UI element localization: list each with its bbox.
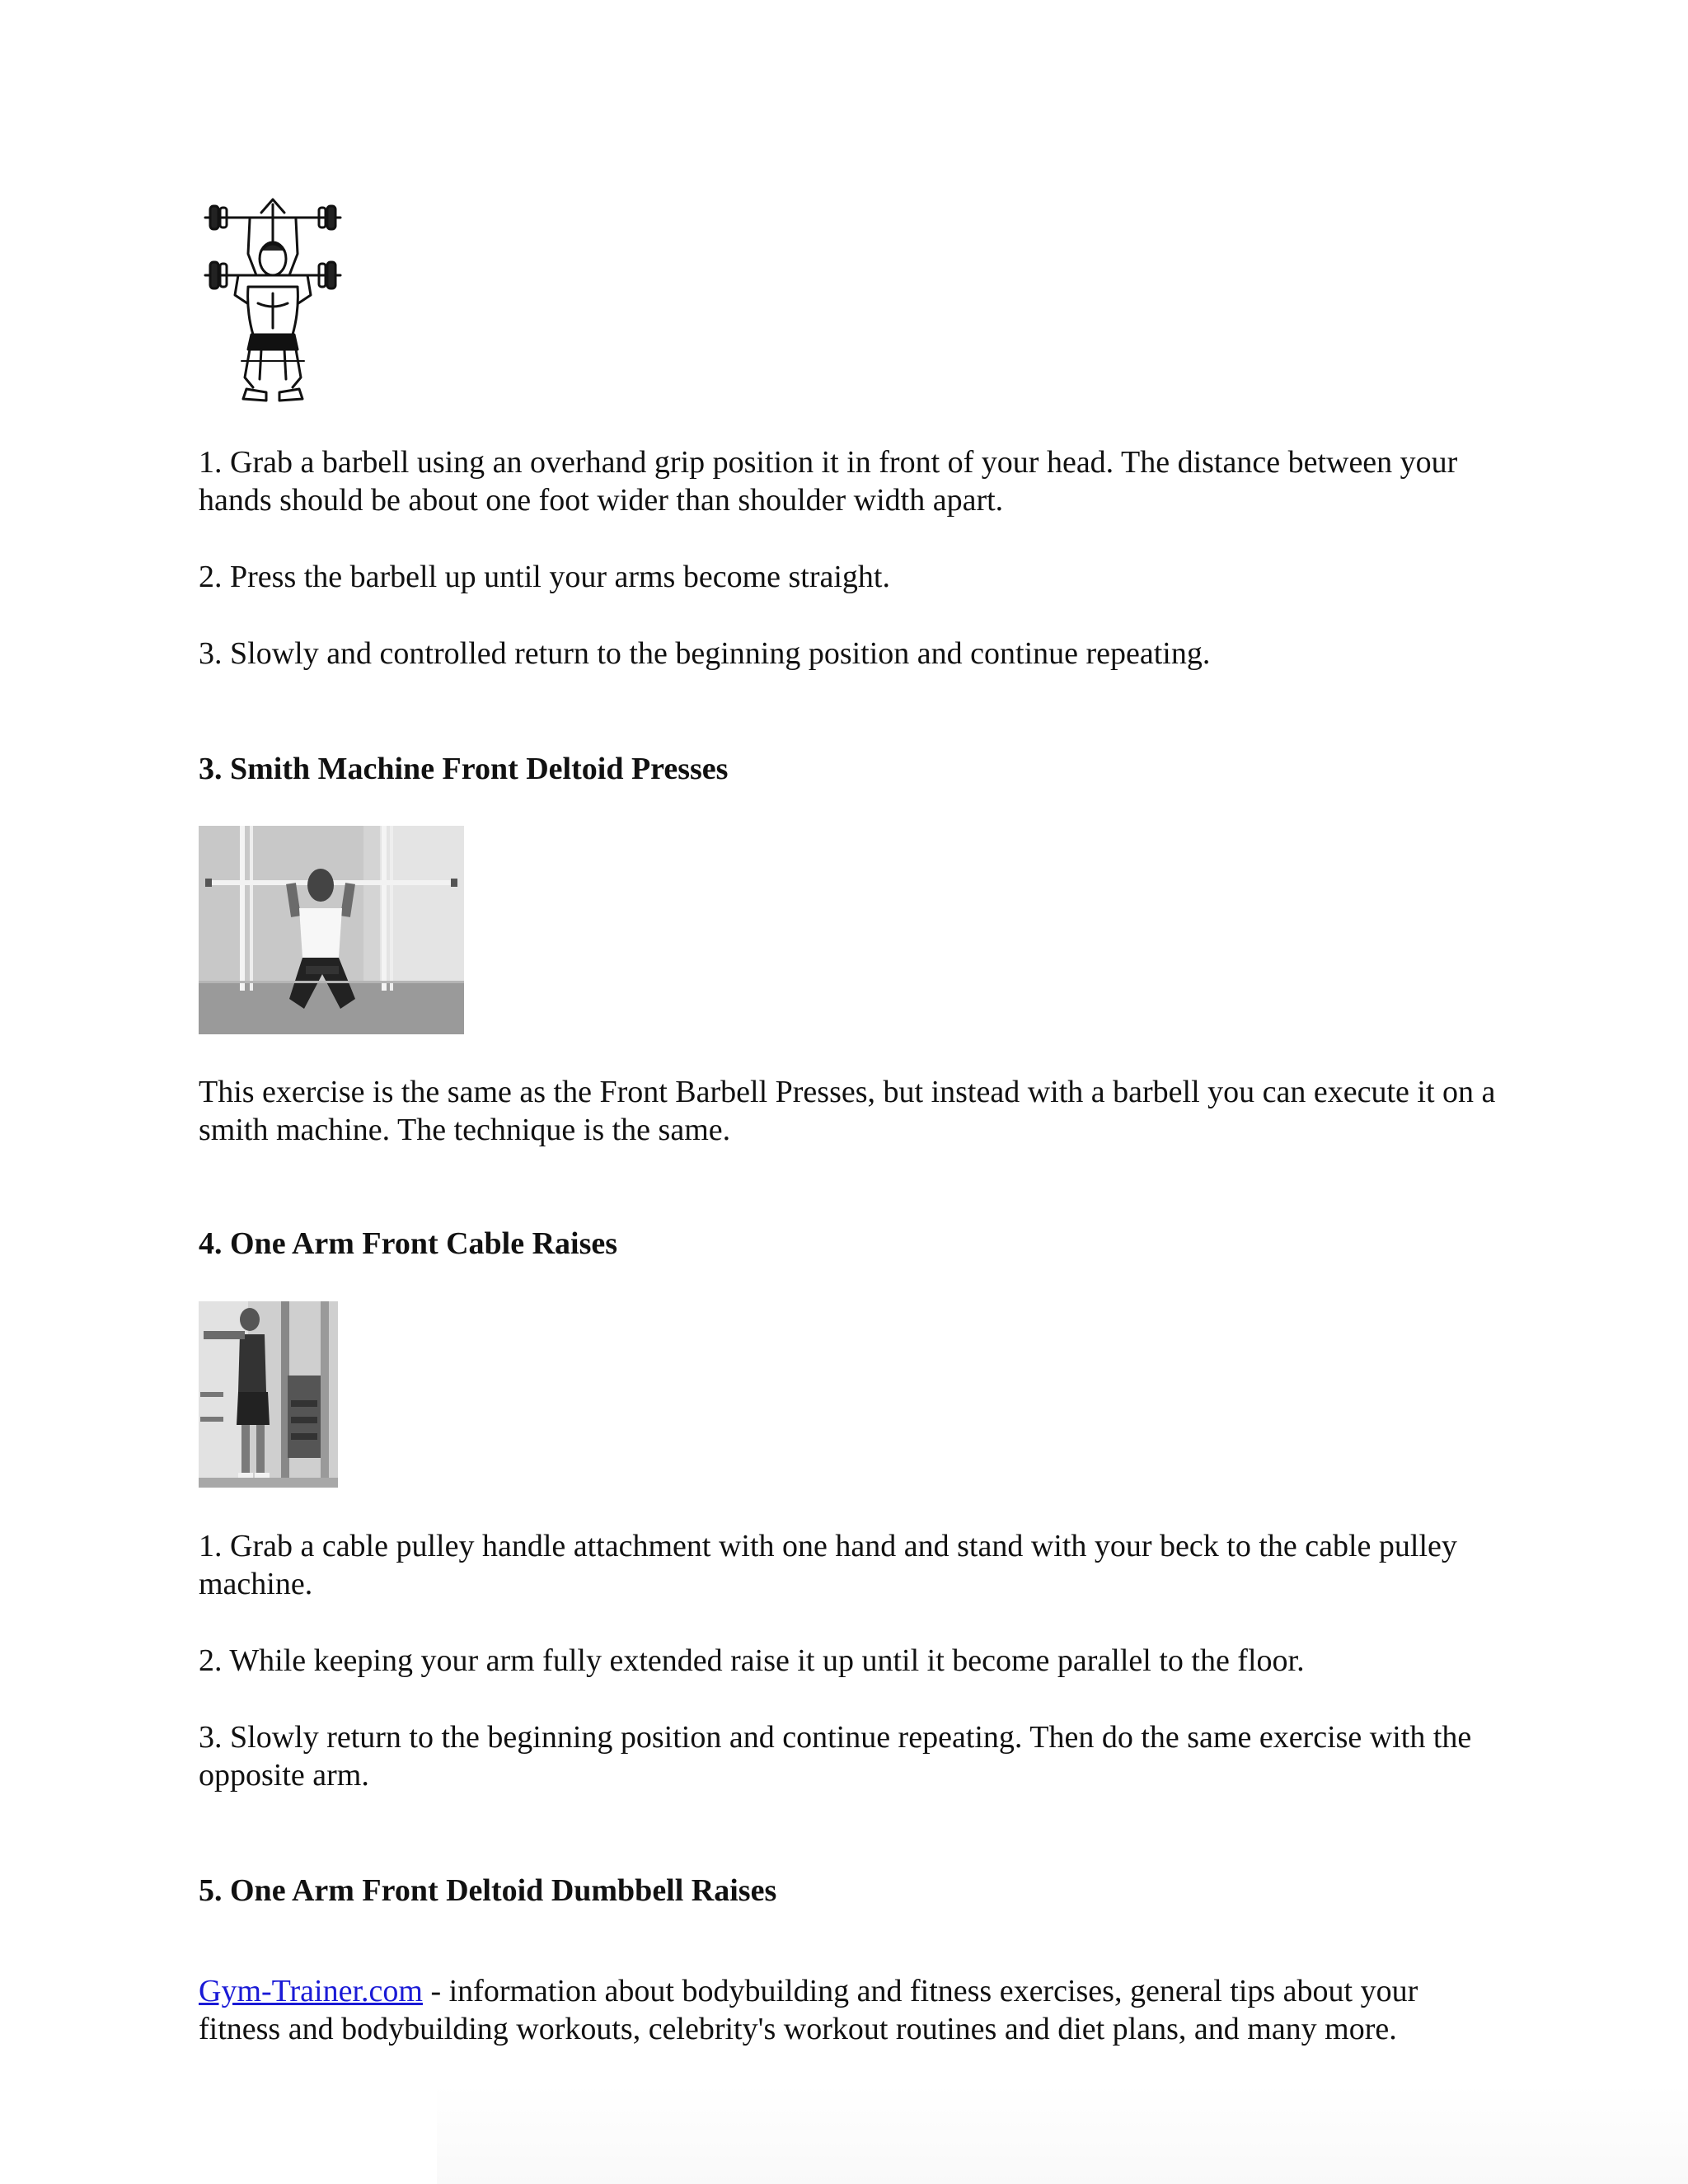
footer-text: - information about bodybuilding and fitness exercises, general tips about your fitness and bodybuilding workouts, celebrity's workout routines and diet plans, and many more.: [199, 1974, 1418, 2046]
dumbbell-section-heading: 5. One Arm Front Deltoid Dumbbell Raises: [199, 1873, 777, 1908]
cable-section-heading: 4. One Arm Front Cable Raises: [199, 1226, 618, 1261]
barbell-step-3: 3. Slowly and controlled return to the beginning position and continue repeating.: [199, 636, 1211, 671]
footer-paragraph: [199, 1972, 1501, 2048]
barbell-step-2: 2. Press the barbell up until your arms become straight.: [199, 560, 890, 594]
gym-trainer-link[interactable]: Gym-Trainer.com: [199, 1974, 423, 2008]
cable-step-2: 2. While keeping your arm fully extended raise it up until it become parallel to the floor.: [199, 1643, 1305, 1678]
barbell-press-illustration: [199, 196, 347, 410]
cable-raise-photo: [199, 1301, 338, 1488]
smith-section-heading: 3. Smith Machine Front Deltoid Presses: [199, 752, 729, 786]
cable-step-3: 3. Slowly return to the beginning position and continue repeating. Then do the same exercise with the opposite arm.: [199, 1720, 1472, 1793]
smith-description: This exercise is the same as the Front Barbell Presses, but instead with a barbell you can execute it on a smith machine. The technique is the same.: [199, 1075, 1496, 1147]
smith-machine-photo: [199, 826, 464, 1034]
page-bottom-shade: [437, 2085, 1688, 2184]
barbell-step-1: 1. Grab a barbell using an overhand grip position it in front of your head. The distance between your hands should be about one foot wider than shoulder width apart.: [199, 445, 1458, 518]
cable-step-1: 1. Grab a cable pulley handle attachment with one hand and stand with your beck to the cable pulley machine.: [199, 1529, 1457, 1601]
